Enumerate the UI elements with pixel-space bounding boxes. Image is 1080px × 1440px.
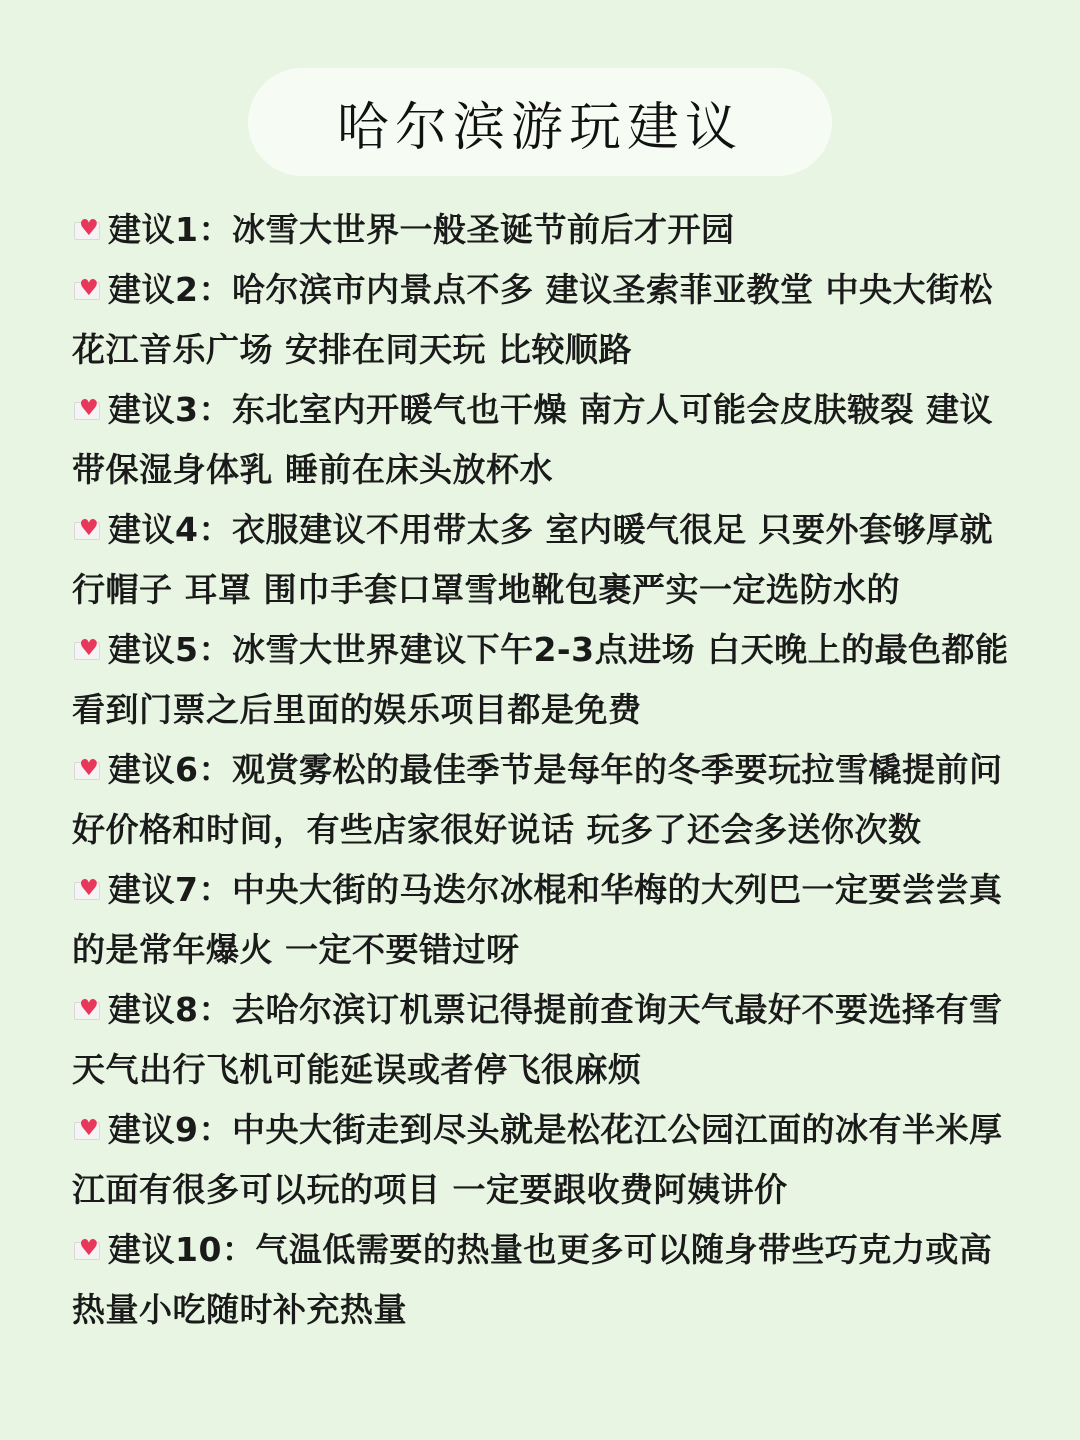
heart-envelope-icon bbox=[72, 1237, 102, 1263]
list-item bbox=[72, 200, 1012, 260]
tip-text: 建议6：观赏雾松的最佳季节是每年的冬季要玩拉雪橇提前问好价格和时间，有些店家很好说话 玩多了还会多送你次数 bbox=[72, 750, 1003, 849]
heart-envelope-icon bbox=[72, 757, 102, 783]
tip-text: 建议4：衣服建议不用带太多 室内暖气很足 只要外套够厚就行帽子 耳罩 围巾手套口罩雪地靴包裹严实一定选防水的 bbox=[72, 510, 993, 609]
tip-text: 建议7：中央大街的马迭尔冰棍和华梅的大列巴一定要尝尝真的是常年爆火 一定不要错过呀 bbox=[72, 870, 1003, 969]
list-item bbox=[72, 980, 1012, 1100]
list-item bbox=[72, 740, 1012, 860]
list-item bbox=[72, 1100, 1012, 1220]
tip-text: 建议2：哈尔滨市内景点不多 建议圣索菲亚教堂 中央大街松花江音乐广场 安排在同天玩 比较顺路 bbox=[72, 270, 993, 369]
tip-text: 建议1：冰雪大世界一般圣诞节前后才开园 bbox=[108, 210, 735, 249]
heart-envelope-icon bbox=[72, 517, 102, 543]
page-title: 哈尔滨游玩建议 bbox=[336, 97, 743, 158]
list-item bbox=[72, 1220, 1012, 1340]
tip-text: 建议8：去哈尔滨订机票记得提前查询天气最好不要选择有雪天气出行飞机可能延误或者停飞很麻烦 bbox=[72, 990, 1003, 1089]
heart-envelope-icon bbox=[72, 877, 102, 903]
heart-envelope-icon bbox=[72, 1117, 102, 1143]
tip-text: 建议3：东北室内开暖气也干燥 南方人可能会皮肤皲裂 建议带保湿身体乳 睡前在床头放杯水 bbox=[72, 390, 993, 489]
heart-envelope-icon bbox=[72, 637, 102, 663]
tip-text: 建议9：中央大街走到尽头就是松花江公园江面的冰有半米厚江面有很多可以玩的项目 一定要跟收费阿姨讲价 bbox=[72, 1110, 1003, 1209]
heart-envelope-icon bbox=[72, 397, 102, 423]
tip-text: 建议5：冰雪大世界建议下午2-3点进场 白天晚上的最色都能看到门票之后里面的娱乐项目都是免费 bbox=[72, 630, 1009, 729]
heart-envelope-icon bbox=[72, 277, 102, 303]
title-banner bbox=[248, 68, 832, 176]
list-item bbox=[72, 620, 1012, 740]
list-item bbox=[72, 500, 1012, 620]
tips-list bbox=[72, 200, 1012, 1340]
tip-text: 建议10：气温低需要的热量也更多可以随身带些巧克力或高热量小吃随时补充热量 bbox=[72, 1230, 993, 1329]
heart-envelope-icon bbox=[72, 217, 102, 243]
heart-envelope-icon bbox=[72, 997, 102, 1023]
list-item bbox=[72, 860, 1012, 980]
list-item bbox=[72, 380, 1012, 500]
list-item bbox=[72, 260, 1012, 380]
